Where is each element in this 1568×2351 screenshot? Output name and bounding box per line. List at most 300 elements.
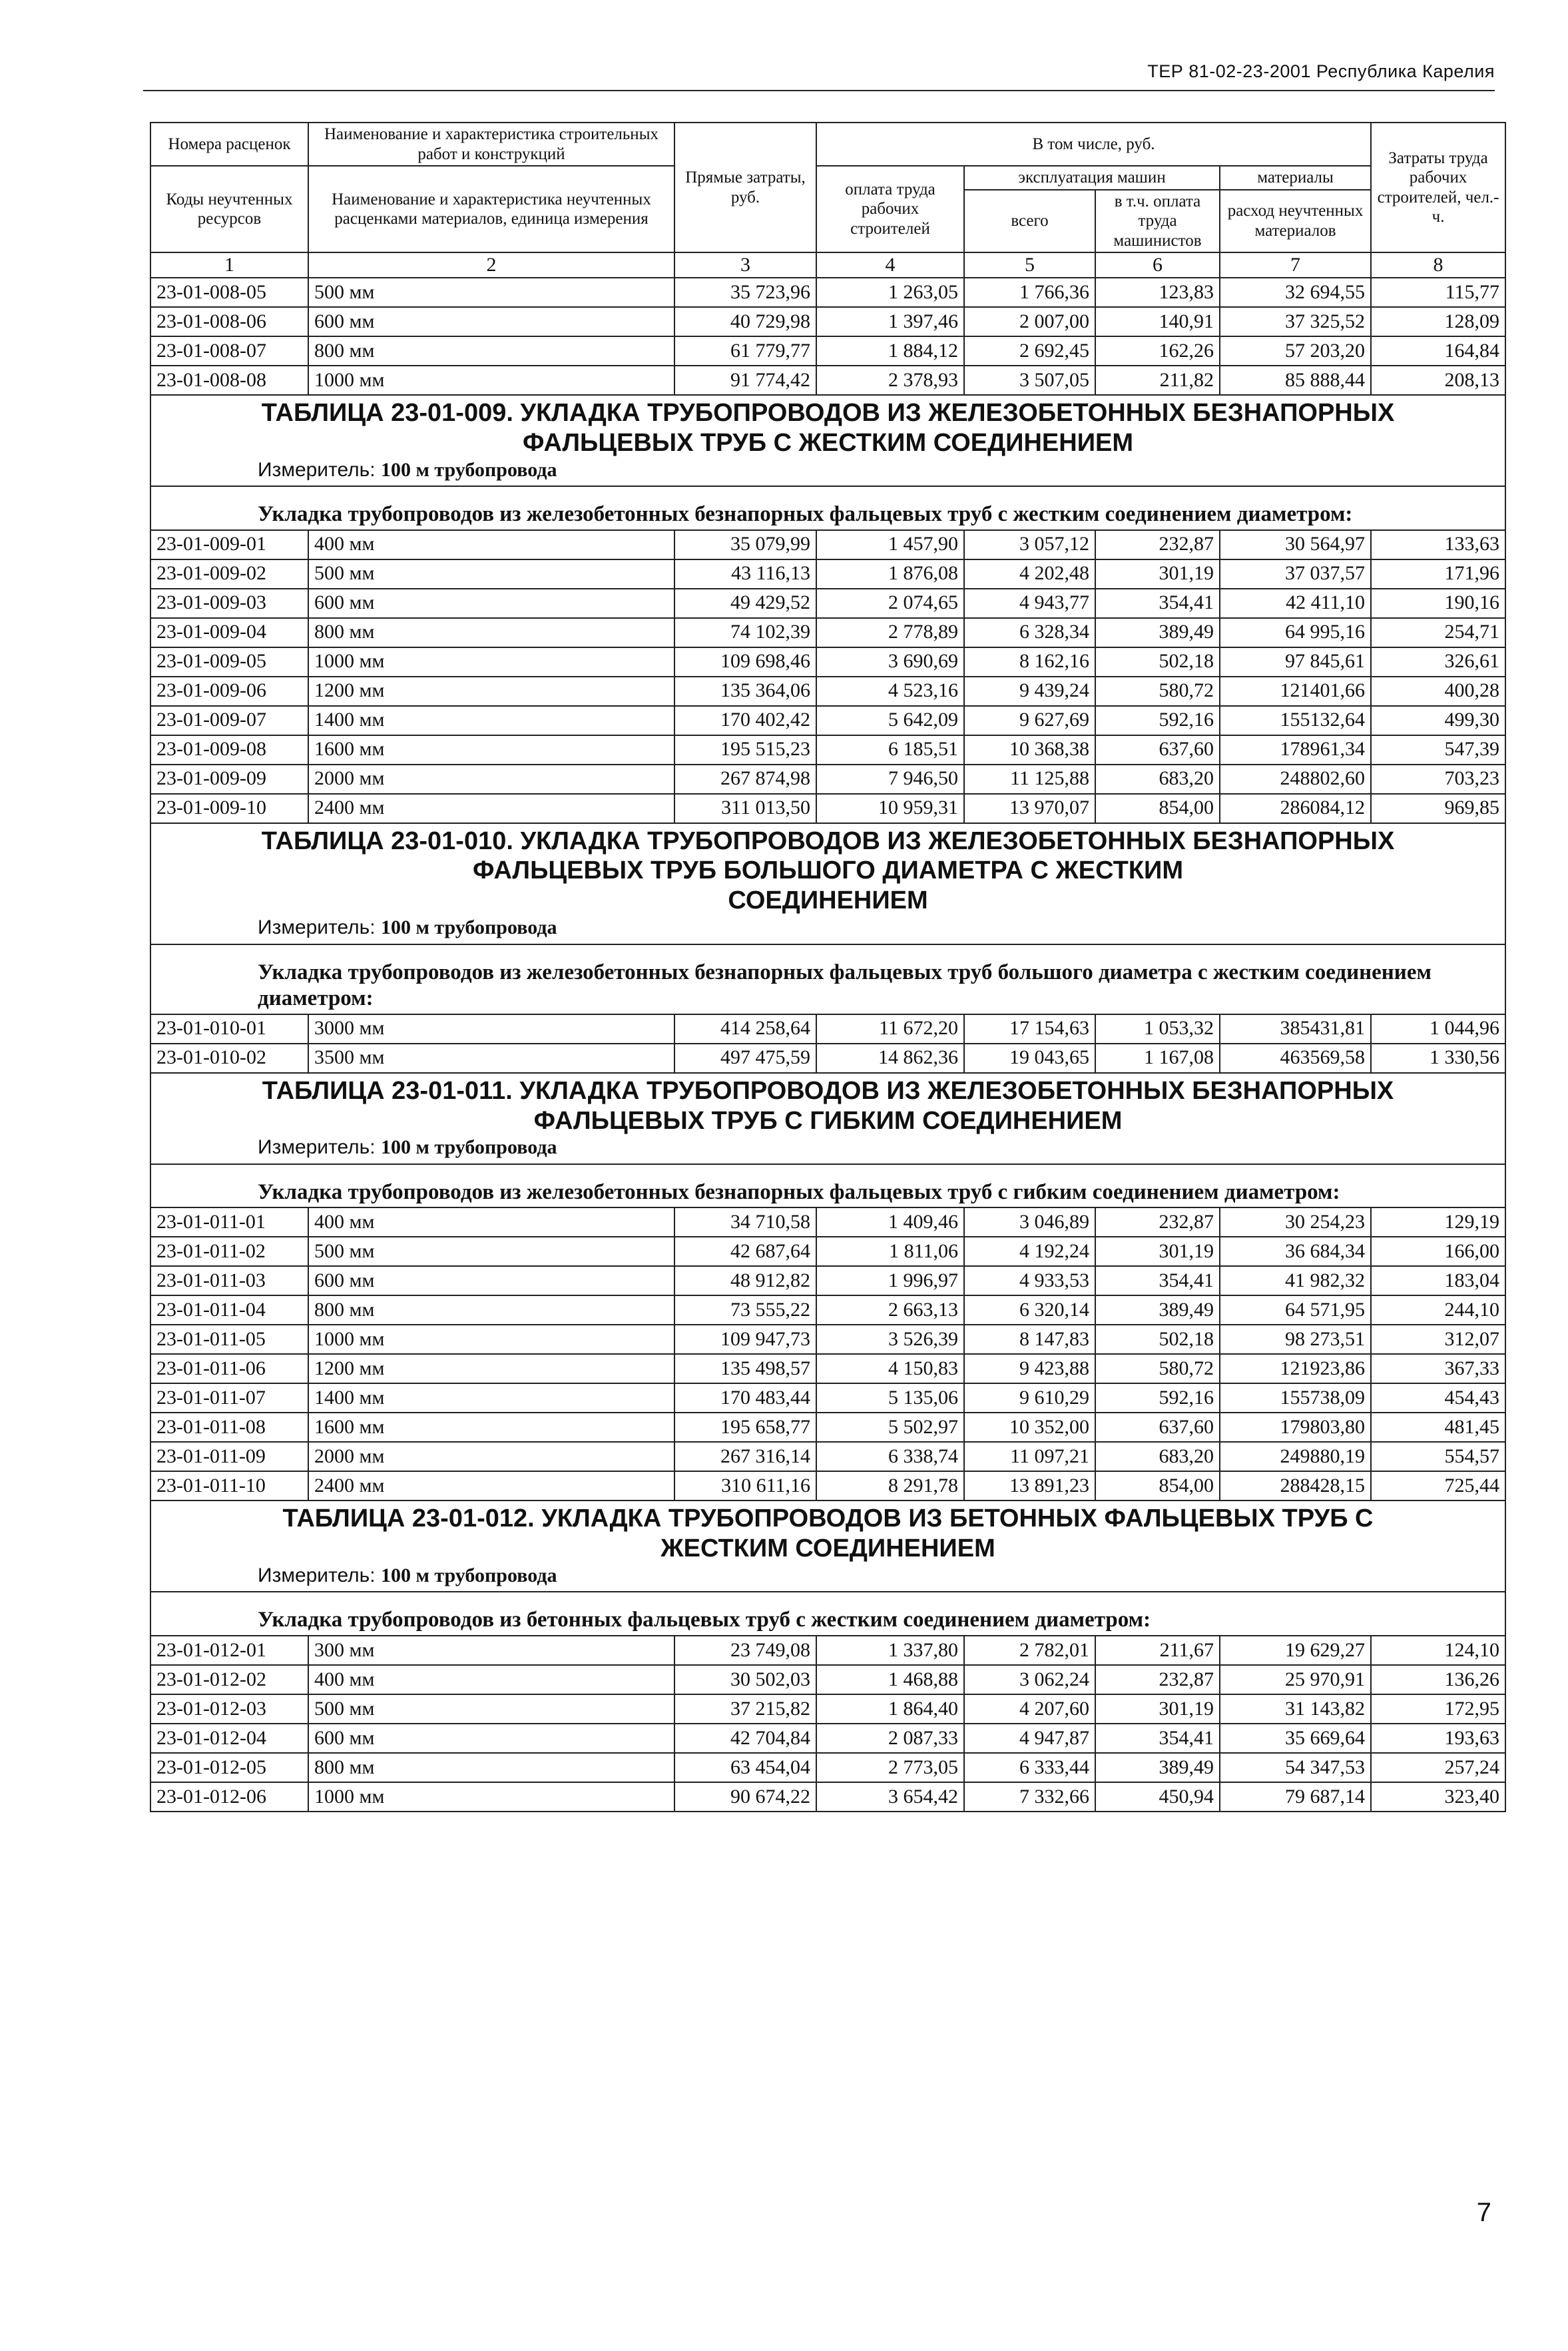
table-row <box>150 765 1505 794</box>
rate-value: 135 364,06 <box>674 677 816 706</box>
document-header: ТЕР 81-02-23-2001 Республика Карелия <box>1147 61 1495 81</box>
rate-value: 170 483,44 <box>674 1383 816 1413</box>
rate-value: 580,72 <box>1095 1354 1220 1383</box>
rate-value: 2 773,05 <box>816 1753 964 1782</box>
rate-value: 244,10 <box>1371 1295 1505 1325</box>
rate-value: 6 333,44 <box>964 1753 1095 1782</box>
rate-value: 3 690,69 <box>816 647 964 677</box>
measure-value: 100 м трубопровода <box>380 916 557 939</box>
table-row <box>150 794 1505 823</box>
rate-name: 800 мм <box>308 618 674 647</box>
rate-value: 63 454,04 <box>674 1753 816 1782</box>
rate-value: 166,00 <box>1371 1237 1505 1266</box>
rate-value: 6 320,14 <box>964 1295 1095 1325</box>
rate-code: 23-01-011-01 <box>150 1207 308 1237</box>
rate-value: 190,16 <box>1371 589 1505 618</box>
rate-code: 23-01-009-01 <box>150 530 308 559</box>
table-row <box>150 336 1505 366</box>
rate-value: 37 215,82 <box>674 1694 816 1724</box>
rate-value: 30 502,03 <box>674 1665 816 1694</box>
rate-value: 74 102,39 <box>674 618 816 647</box>
rate-name: 1600 мм <box>308 1413 674 1442</box>
rate-value: 683,20 <box>1095 1442 1220 1471</box>
rate-code: 23-01-010-01 <box>150 1014 308 1044</box>
rate-value: 502,18 <box>1095 1325 1220 1354</box>
rate-name: 2000 мм <box>308 1442 674 1471</box>
rate-code: 23-01-011-05 <box>150 1325 308 1354</box>
rate-value: 14 862,36 <box>816 1044 964 1073</box>
rate-value: 367,33 <box>1371 1354 1505 1383</box>
rate-value: 257,24 <box>1371 1753 1505 1782</box>
rate-value: 323,40 <box>1371 1782 1505 1812</box>
rate-name: 3500 мм <box>308 1044 674 1073</box>
rate-value: 389,49 <box>1095 1753 1220 1782</box>
rate-code: 23-01-008-05 <box>150 278 308 307</box>
col-machines: эксплуатация машин <box>964 166 1220 190</box>
rate-value: 4 943,77 <box>964 589 1095 618</box>
rate-code: 23-01-008-08 <box>150 366 308 395</box>
table-subtitle: Укладка трубопроводов из железобетонных безнапорных фальцевых труб с гибким соединением диаметром: <box>150 1164 1505 1208</box>
rate-value: 5 135,06 <box>816 1383 964 1413</box>
rate-value: 592,16 <box>1095 1383 1220 1413</box>
rate-value: 35 669,64 <box>1220 1724 1371 1753</box>
rate-value: 385431,81 <box>1220 1014 1371 1044</box>
table-title-line: ФАЛЬЦЕВЫХ ТРУБ С ЖЕСТКИМ СОЕДИНЕНИЕМ <box>523 428 1134 457</box>
table-row <box>150 530 1505 559</box>
rate-value: 42 704,84 <box>674 1724 816 1753</box>
table-title-line: ТАБЛИЦА 23-01-010. УКЛАДКА ТРУБОПРОВОДОВ ИЗ ЖЕЛЕЗОБЕТОННЫХ БЕЗНАПОРНЫХ <box>261 827 1395 855</box>
table-title-line: СОЕДИНЕНИЕМ <box>728 886 928 915</box>
rate-value: 4 947,87 <box>964 1724 1095 1753</box>
rate-value: 34 710,58 <box>674 1207 816 1237</box>
table-row <box>150 1442 1505 1471</box>
rate-code: 23-01-012-05 <box>150 1753 308 1782</box>
rate-value: 42 687,64 <box>674 1237 816 1266</box>
rate-name: 2000 мм <box>308 765 674 794</box>
rate-code: 23-01-011-08 <box>150 1413 308 1442</box>
rate-name: 600 мм <box>308 1266 674 1295</box>
rate-code: 23-01-012-03 <box>150 1694 308 1724</box>
rate-code: 23-01-012-02 <box>150 1665 308 1694</box>
table-row <box>150 1044 1505 1073</box>
rate-value: 1 337,80 <box>816 1636 964 1665</box>
rate-name: 1600 мм <box>308 735 674 765</box>
rate-value: 170 402,42 <box>674 706 816 735</box>
rate-value: 5 502,97 <box>816 1413 964 1442</box>
col-incl: В том числе, руб. <box>816 123 1371 166</box>
rate-name: 500 мм <box>308 559 674 589</box>
rate-value: 1 468,88 <box>816 1665 964 1694</box>
col-number: 7 <box>1220 252 1371 278</box>
rate-value: 969,85 <box>1371 794 1505 823</box>
table-row <box>150 1266 1505 1295</box>
col-codes-bottom: Коды неучтенных ресурсов <box>150 166 308 252</box>
rate-value: 497 475,59 <box>674 1044 816 1073</box>
rate-code: 23-01-009-03 <box>150 589 308 618</box>
col-codes-top: Номера расценок <box>150 123 308 166</box>
rate-value: 1 397,46 <box>816 307 964 336</box>
rate-value: 9 610,29 <box>964 1383 1095 1413</box>
rate-code: 23-01-011-06 <box>150 1354 308 1383</box>
rate-value: 10 352,00 <box>964 1413 1095 1442</box>
table-title-line: ТАБЛИЦА 23-01-009. УКЛАДКА ТРУБОПРОВОДОВ ИЗ ЖЕЛЕЗОБЕТОННЫХ БЕЗНАПОРНЫХ <box>261 399 1395 427</box>
rate-value: 6 328,34 <box>964 618 1095 647</box>
measure-label: Измеритель: <box>258 1564 376 1586</box>
col-machines-incl: в т.ч. оплата труда машинистов <box>1095 190 1220 253</box>
measure-line <box>164 916 1491 939</box>
rate-value: 4 202,48 <box>964 559 1095 589</box>
rate-code: 23-01-009-02 <box>150 559 308 589</box>
rate-value: 136,26 <box>1371 1665 1505 1694</box>
table-title-line: ФАЛЬЦЕВЫХ ТРУБ С ГИБКИМ СОЕДИНЕНИЕМ <box>533 1106 1123 1135</box>
rate-value: 13 891,23 <box>964 1471 1095 1501</box>
measure-line <box>164 1564 1491 1587</box>
rate-value: 703,23 <box>1371 765 1505 794</box>
rate-value: 73 555,22 <box>674 1295 816 1325</box>
table-title-line: ТАБЛИЦА 23-01-011. УКЛАДКА ТРУБОПРОВОДОВ ИЗ ЖЕЛЕЗОБЕТОННЫХ БЕЗНАПОРНЫХ <box>262 1076 1394 1105</box>
rate-value: 61 779,77 <box>674 336 816 366</box>
table-row <box>150 307 1505 336</box>
rate-value: 1 876,08 <box>816 559 964 589</box>
rate-value: 637,60 <box>1095 1413 1220 1442</box>
rate-value: 40 729,98 <box>674 307 816 336</box>
rate-value: 90 674,22 <box>674 1782 816 1812</box>
measure-value: 100 м трубопровода <box>380 1564 557 1586</box>
rate-value: 121923,86 <box>1220 1354 1371 1383</box>
rate-code: 23-01-009-06 <box>150 677 308 706</box>
table-row <box>150 1295 1505 1325</box>
rate-value: 11 097,21 <box>964 1442 1095 1471</box>
rate-name: 3000 мм <box>308 1014 674 1044</box>
rate-value: 4 192,24 <box>964 1237 1095 1266</box>
col-number: 6 <box>1095 252 1220 278</box>
rate-value: 128,09 <box>1371 307 1505 336</box>
rate-value: 4 150,83 <box>816 1354 964 1383</box>
table-row <box>150 559 1505 589</box>
rate-value: 164,84 <box>1371 336 1505 366</box>
rate-value: 54 347,53 <box>1220 1753 1371 1782</box>
table-title <box>150 395 1505 486</box>
table-row <box>150 1782 1505 1812</box>
rate-code: 23-01-011-09 <box>150 1442 308 1471</box>
rate-value: 286084,12 <box>1220 794 1371 823</box>
rate-value: 155738,09 <box>1220 1383 1371 1413</box>
rate-value: 178961,34 <box>1220 735 1371 765</box>
table-row <box>150 735 1505 765</box>
rate-name: 500 мм <box>308 278 674 307</box>
rate-value: 48 912,82 <box>674 1266 816 1295</box>
rate-value: 10 368,38 <box>964 735 1095 765</box>
measure-value: 100 м трубопровода <box>380 1136 557 1159</box>
rate-value: 36 684,34 <box>1220 1237 1371 1266</box>
rate-name: 1000 мм <box>308 1325 674 1354</box>
rate-value: 1 766,36 <box>964 278 1095 307</box>
table-row <box>150 1207 1505 1237</box>
rate-name: 2400 мм <box>308 1471 674 1501</box>
rate-value: 450,94 <box>1095 1782 1220 1812</box>
rate-value: 1 996,97 <box>816 1266 964 1295</box>
rate-value: 3 654,42 <box>816 1782 964 1812</box>
rate-value: 11 125,88 <box>964 765 1095 794</box>
rate-value: 17 154,63 <box>964 1014 1095 1044</box>
rate-value: 267 874,98 <box>674 765 816 794</box>
rate-value: 172,95 <box>1371 1694 1505 1724</box>
rate-value: 310 611,16 <box>674 1471 816 1501</box>
rate-value: 502,18 <box>1095 647 1220 677</box>
rate-value: 79 687,14 <box>1220 1782 1371 1812</box>
rate-value: 10 959,31 <box>816 794 964 823</box>
rate-value: 8 147,83 <box>964 1325 1095 1354</box>
rate-value: 1 167,08 <box>1095 1044 1220 1073</box>
table-row <box>150 1753 1505 1782</box>
rate-value: 9 423,88 <box>964 1354 1095 1383</box>
table-title-row <box>150 823 1505 944</box>
rate-value: 179803,80 <box>1220 1413 1371 1442</box>
rate-value: 2 663,13 <box>816 1295 964 1325</box>
rate-value: 854,00 <box>1095 1471 1220 1501</box>
rate-name: 1200 мм <box>308 677 674 706</box>
rate-value: 19 043,65 <box>964 1044 1095 1073</box>
rate-code: 23-01-011-02 <box>150 1237 308 1266</box>
rate-value: 1 457,90 <box>816 530 964 559</box>
table-title-line: ТАБЛИЦА 23-01-012. УКЛАДКА ТРУБОПРОВОДОВ ИЗ БЕТОННЫХ ФАЛЬЦЕВЫХ ТРУБ С <box>282 1505 1374 1533</box>
rate-value: 208,13 <box>1371 366 1505 395</box>
rate-value: 554,57 <box>1371 1442 1505 1471</box>
table-title <box>150 1073 1505 1164</box>
rate-code: 23-01-012-06 <box>150 1782 308 1812</box>
rate-value: 580,72 <box>1095 677 1220 706</box>
rate-value: 49 429,52 <box>674 589 816 618</box>
rate-code: 23-01-009-08 <box>150 735 308 765</box>
rate-value: 6 185,51 <box>816 735 964 765</box>
rate-name: 500 мм <box>308 1694 674 1724</box>
rate-name: 300 мм <box>308 1636 674 1665</box>
rate-value: 23 749,08 <box>674 1636 816 1665</box>
rate-value: 1 263,05 <box>816 278 964 307</box>
table-row <box>150 1014 1505 1044</box>
rate-value: 91 774,42 <box>674 366 816 395</box>
rate-name: 400 мм <box>308 1665 674 1694</box>
rate-value: 85 888,44 <box>1220 366 1371 395</box>
rate-value: 121401,66 <box>1220 677 1371 706</box>
rate-value: 2 378,93 <box>816 366 964 395</box>
table-subtitle-row <box>150 944 1505 1014</box>
table-row <box>150 1665 1505 1694</box>
rate-value: 32 694,55 <box>1220 278 1371 307</box>
rate-value: 35 079,99 <box>674 530 816 559</box>
table-title-row <box>150 1501 1505 1592</box>
rate-name: 800 мм <box>308 1753 674 1782</box>
rate-value: 25 970,91 <box>1220 1665 1371 1694</box>
rate-value: 232,87 <box>1095 1207 1220 1237</box>
rate-value: 7 332,66 <box>964 1782 1095 1812</box>
rate-value: 11 672,20 <box>816 1014 964 1044</box>
rate-name: 1000 мм <box>308 366 674 395</box>
rate-value: 183,04 <box>1371 1266 1505 1295</box>
rate-value: 9 627,69 <box>964 706 1095 735</box>
rate-value: 2 007,00 <box>964 307 1095 336</box>
table-row <box>150 618 1505 647</box>
rate-value: 31 143,82 <box>1220 1694 1371 1724</box>
rate-value: 248802,60 <box>1220 765 1371 794</box>
rate-value: 2 778,89 <box>816 618 964 647</box>
rate-value: 2 087,33 <box>816 1724 964 1753</box>
rate-value: 129,19 <box>1371 1207 1505 1237</box>
table-row <box>150 1694 1505 1724</box>
rate-code: 23-01-011-04 <box>150 1295 308 1325</box>
table-row <box>150 366 1505 395</box>
rate-value: 124,10 <box>1371 1636 1505 1665</box>
measure-line <box>164 1136 1491 1159</box>
rate-value: 232,87 <box>1095 530 1220 559</box>
rate-value: 301,19 <box>1095 1694 1220 1724</box>
col-name-top: Наименование и характеристика строительных работ и конструкций <box>308 123 674 166</box>
table-row <box>150 1724 1505 1753</box>
rate-value: 232,87 <box>1095 1665 1220 1694</box>
rate-name: 1000 мм <box>308 647 674 677</box>
rate-name: 1400 мм <box>308 706 674 735</box>
rate-value: 2 782,01 <box>964 1636 1095 1665</box>
header-row-1 <box>150 123 1505 166</box>
rate-value: 547,39 <box>1371 735 1505 765</box>
rate-value: 389,49 <box>1095 618 1220 647</box>
rate-code: 23-01-012-01 <box>150 1636 308 1665</box>
rate-code: 23-01-009-04 <box>150 618 308 647</box>
table-subtitle: Укладка трубопроводов из железобетонных безнапорных фальцевых труб большого диаметра с жестким соединением диаметром: <box>150 944 1505 1014</box>
table-row <box>150 706 1505 735</box>
rate-value: 267 316,14 <box>674 1442 816 1471</box>
rate-value: 195 658,77 <box>674 1413 816 1442</box>
rate-value: 109 947,73 <box>674 1325 816 1354</box>
rate-value: 171,96 <box>1371 559 1505 589</box>
rate-value: 7 946,50 <box>816 765 964 794</box>
table-row <box>150 1471 1505 1501</box>
rate-code: 23-01-009-10 <box>150 794 308 823</box>
rate-code: 23-01-008-07 <box>150 336 308 366</box>
table-row <box>150 1383 1505 1413</box>
table-row <box>150 1237 1505 1266</box>
table-subtitle-row <box>150 1164 1505 1208</box>
rate-value: 3 062,24 <box>964 1665 1095 1694</box>
rate-code: 23-01-011-10 <box>150 1471 308 1501</box>
table-row <box>150 1325 1505 1354</box>
rate-value: 3 507,05 <box>964 366 1095 395</box>
rate-value: 193,63 <box>1371 1724 1505 1753</box>
col-machines-total: всего <box>964 190 1095 253</box>
rate-value: 64 995,16 <box>1220 618 1371 647</box>
rate-value: 249880,19 <box>1220 1442 1371 1471</box>
table-row <box>150 589 1505 618</box>
table-row <box>150 677 1505 706</box>
table-row <box>150 278 1505 307</box>
rate-code: 23-01-009-09 <box>150 765 308 794</box>
rate-value: 288428,15 <box>1220 1471 1371 1501</box>
table-subtitle: Укладка трубопроводов из железобетонных безнапорных фальцевых труб с жестким соединением диаметром: <box>150 486 1505 530</box>
table-row <box>150 1354 1505 1383</box>
col-materials: материалы <box>1220 166 1371 190</box>
rate-value: 5 642,09 <box>816 706 964 735</box>
rate-value: 109 698,46 <box>674 647 816 677</box>
measure-value: 100 м трубопровода <box>380 458 557 481</box>
rate-value: 4 523,16 <box>816 677 964 706</box>
rate-value: 592,16 <box>1095 706 1220 735</box>
col-number: 2 <box>308 252 674 278</box>
rate-value: 3 046,89 <box>964 1207 1095 1237</box>
rate-value: 1 330,56 <box>1371 1044 1505 1073</box>
rate-value: 311 013,50 <box>674 794 816 823</box>
rate-value: 2 074,65 <box>816 589 964 618</box>
rates-table <box>150 122 1506 1812</box>
rate-value: 13 970,07 <box>964 794 1095 823</box>
rate-value: 41 982,32 <box>1220 1266 1371 1295</box>
table-row <box>150 1413 1505 1442</box>
rate-value: 854,00 <box>1095 794 1220 823</box>
rate-value: 637,60 <box>1095 735 1220 765</box>
rate-value: 8 291,78 <box>816 1471 964 1501</box>
table-title-line: ФАЛЬЦЕВЫХ ТРУБ БОЛЬШОГО ДИАМЕТРА С ЖЕСТКИМ <box>473 856 1184 885</box>
rate-value: 57 203,20 <box>1220 336 1371 366</box>
table-subtitle-row <box>150 1592 1505 1636</box>
col-number: 8 <box>1371 252 1505 278</box>
rate-value: 1 053,32 <box>1095 1014 1220 1044</box>
header-row-2 <box>150 166 1505 190</box>
rate-value: 115,77 <box>1371 278 1505 307</box>
rate-value: 195 515,23 <box>674 735 816 765</box>
rate-value: 162,26 <box>1095 336 1220 366</box>
rate-name: 400 мм <box>308 1207 674 1237</box>
rate-value: 463569,58 <box>1220 1044 1371 1073</box>
rate-name: 800 мм <box>308 1295 674 1325</box>
col-number: 4 <box>816 252 964 278</box>
rate-code: 23-01-011-07 <box>150 1383 308 1413</box>
rate-name: 1000 мм <box>308 1782 674 1812</box>
rate-value: 414 258,64 <box>674 1014 816 1044</box>
rate-value: 354,41 <box>1095 1266 1220 1295</box>
table-title-line: ЖЕСТКИМ СОЕДИНЕНИЕМ <box>660 1534 995 1563</box>
rate-value: 400,28 <box>1371 677 1505 706</box>
rate-value: 326,61 <box>1371 647 1505 677</box>
rate-name: 400 мм <box>308 530 674 559</box>
rate-name: 1400 мм <box>308 1383 674 1413</box>
measure-label: Измеритель: <box>258 916 376 939</box>
rate-value: 4 207,60 <box>964 1694 1095 1724</box>
rate-value: 98 273,51 <box>1220 1325 1371 1354</box>
measure-label: Измеритель: <box>258 458 376 481</box>
rate-value: 37 325,52 <box>1220 307 1371 336</box>
measure-line <box>164 458 1491 482</box>
rate-value: 140,91 <box>1095 307 1220 336</box>
rate-value: 211,67 <box>1095 1636 1220 1665</box>
col-materials-unaccounted: расход неучтенных материалов <box>1220 190 1371 253</box>
rate-value: 35 723,96 <box>674 278 816 307</box>
rate-value: 4 933,53 <box>964 1266 1095 1295</box>
rate-name: 500 мм <box>308 1237 674 1266</box>
rate-name: 600 мм <box>308 307 674 336</box>
rate-value: 97 845,61 <box>1220 647 1371 677</box>
rate-name: 600 мм <box>308 589 674 618</box>
rate-value: 9 439,24 <box>964 677 1095 706</box>
measure-label: Измеритель: <box>258 1136 376 1159</box>
rate-value: 1 811,06 <box>816 1237 964 1266</box>
table-title-row <box>150 1073 1505 1164</box>
rate-value: 133,63 <box>1371 530 1505 559</box>
rate-value: 354,41 <box>1095 589 1220 618</box>
col-direct: Прямые затраты, руб. <box>674 123 816 252</box>
rate-value: 123,83 <box>1095 278 1220 307</box>
rate-value: 725,44 <box>1371 1471 1505 1501</box>
column-number-row <box>150 252 1505 278</box>
rate-code: 23-01-011-03 <box>150 1266 308 1295</box>
